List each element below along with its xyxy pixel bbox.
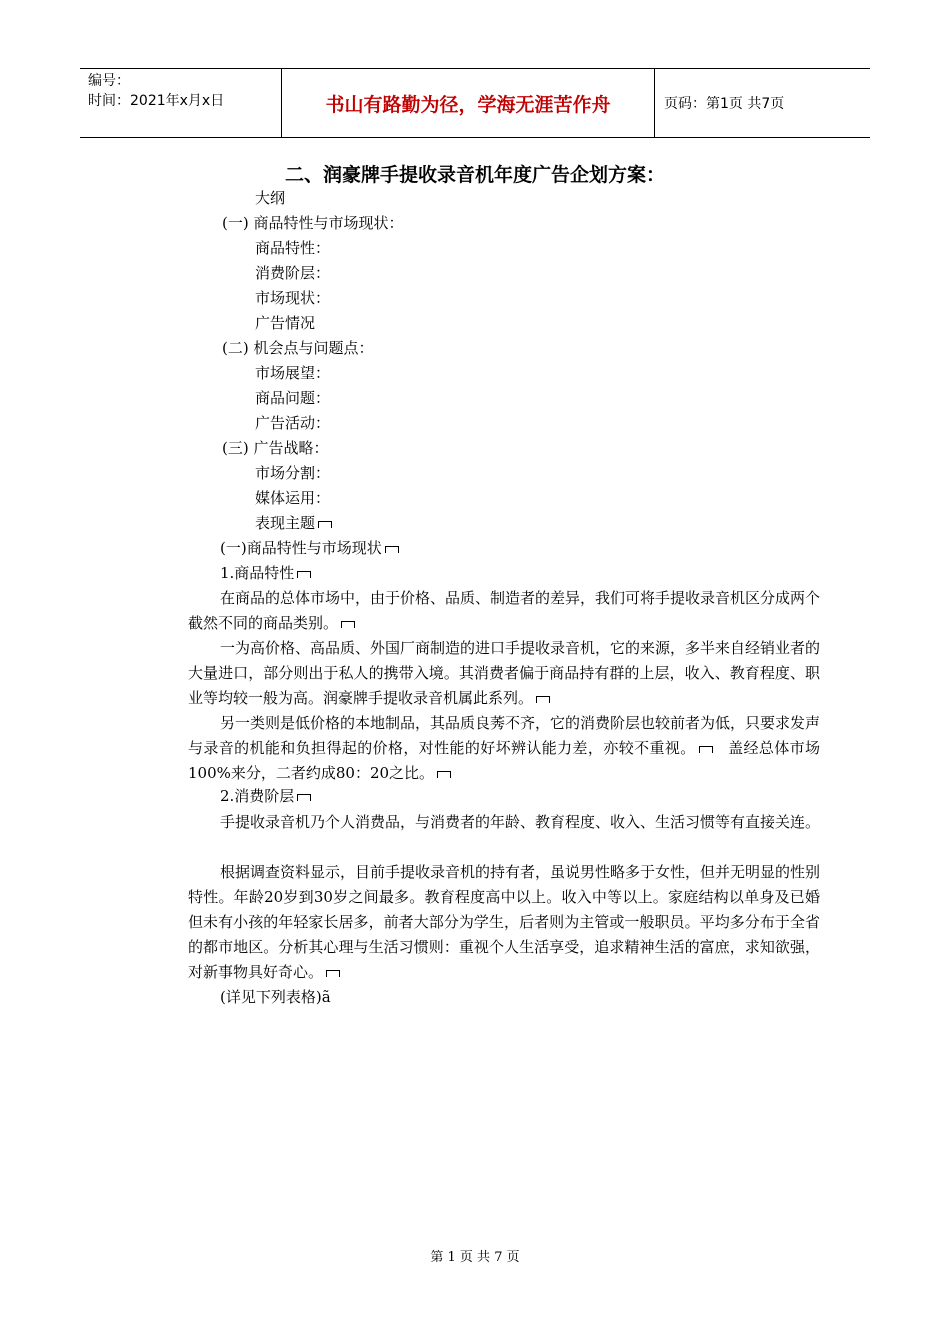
outline-heading: 大纲 — [255, 189, 286, 207]
paragraph: 一为高价格、高品质、外国厂商制造的进口手提收录音机，它的来源，多半来自经销业者的大量进口，部分则出于私人的携带入境。其消费者偏于商品持有群的上层，收入、教育程度、职业等均较一般为高。润豪牌手提收录音机属此系列。 — [188, 639, 821, 707]
header-table — [80, 68, 870, 138]
paragraph-mark-icon — [341, 621, 355, 628]
outline-item: (二) 机会点与问题点： — [222, 339, 374, 357]
outline-item: 广告情况 — [255, 314, 316, 332]
motto: 书山有路勤为径，学海无涯苦作舟 — [282, 69, 655, 137]
paragraph-mark-icon — [536, 696, 550, 703]
outline-item: (一) 商品特性与市场现状： — [222, 214, 404, 232]
paragraph: 在商品的总体市场中，由于价格、品质、制造者的差异，我们可将手提收录音机区分成两个截然不同的商品类别。 — [188, 589, 821, 632]
outline-item: 消费阶层： — [255, 264, 331, 282]
outline-item: 市场分割： — [255, 464, 331, 482]
paragraph: (详见下列表格)ã — [220, 988, 331, 1006]
time-label: 时间：2021年x月x日 — [88, 93, 225, 109]
page-footer: 第 1 页 共 7 页 — [430, 1250, 520, 1265]
subsection-heading: 1.商品特性 — [220, 563, 311, 583]
outline-item: 表现主题 — [255, 513, 332, 533]
paragraph-mark-icon — [699, 746, 713, 753]
number-label: 编号： — [88, 73, 130, 89]
document-title: 二、润豪牌手提收录音机年度广告企划方案： — [284, 164, 665, 186]
outline-item: 市场展望： — [255, 364, 331, 382]
paragraph-mark-icon — [297, 794, 311, 801]
outline-item: 商品特性： — [255, 239, 331, 257]
paragraph: 手提收录音机乃个人消费品，与消费者的年龄、教育程度、收入、生活习惯等有直接关连。 — [220, 813, 821, 831]
paragraph-mark-icon — [297, 571, 311, 578]
paragraph-mark-icon — [318, 521, 332, 528]
paragraph: 根据调查资料显示，目前手提收录音机的持有者，虽说男性略多于女性，但并无明显的性别特性。年龄20岁到30岁之间最多。教育程度高中以上。收入中等以上。家庭结构以单身及已婚但未有小孩的年轻家长居多，前者大部分为学生，后者则为主管或一般职员。平均多分布于全省的都市地区。分析其心理与生活习惯则：重视个人生活享受，追求精神生活的富庶，求知欲强，对新事物具好奇心。 — [188, 863, 821, 981]
page-info: 页码：第1页 共7页 — [664, 96, 785, 112]
paragraph-mark-icon — [385, 546, 399, 553]
subsection-heading: 2.消费阶层 — [220, 786, 311, 806]
header-meta-cell — [80, 69, 282, 137]
outline-item: 商品问题： — [255, 389, 331, 407]
outline-item: (三) 广告战略： — [222, 439, 329, 457]
paragraph-mark-icon — [437, 771, 451, 778]
section-heading: (一)商品特性与市场现状 — [220, 538, 399, 558]
outline-item: 媒体运用： — [255, 489, 331, 507]
paragraph: 另一类则是低价格的本地制品，其品质良莠不齐，它的消费阶层也较前者为低，只要求发声与录音的机能和负担得起的价格，对性能的好坏辨认能力差，亦较不重视。 盖经总体市场100%来分，二者约成80：20之比。 — [188, 714, 821, 782]
outline-item: 市场现状： — [255, 289, 331, 307]
paragraph-mark-icon — [326, 970, 340, 977]
outline-item: 广告活动： — [255, 414, 331, 432]
